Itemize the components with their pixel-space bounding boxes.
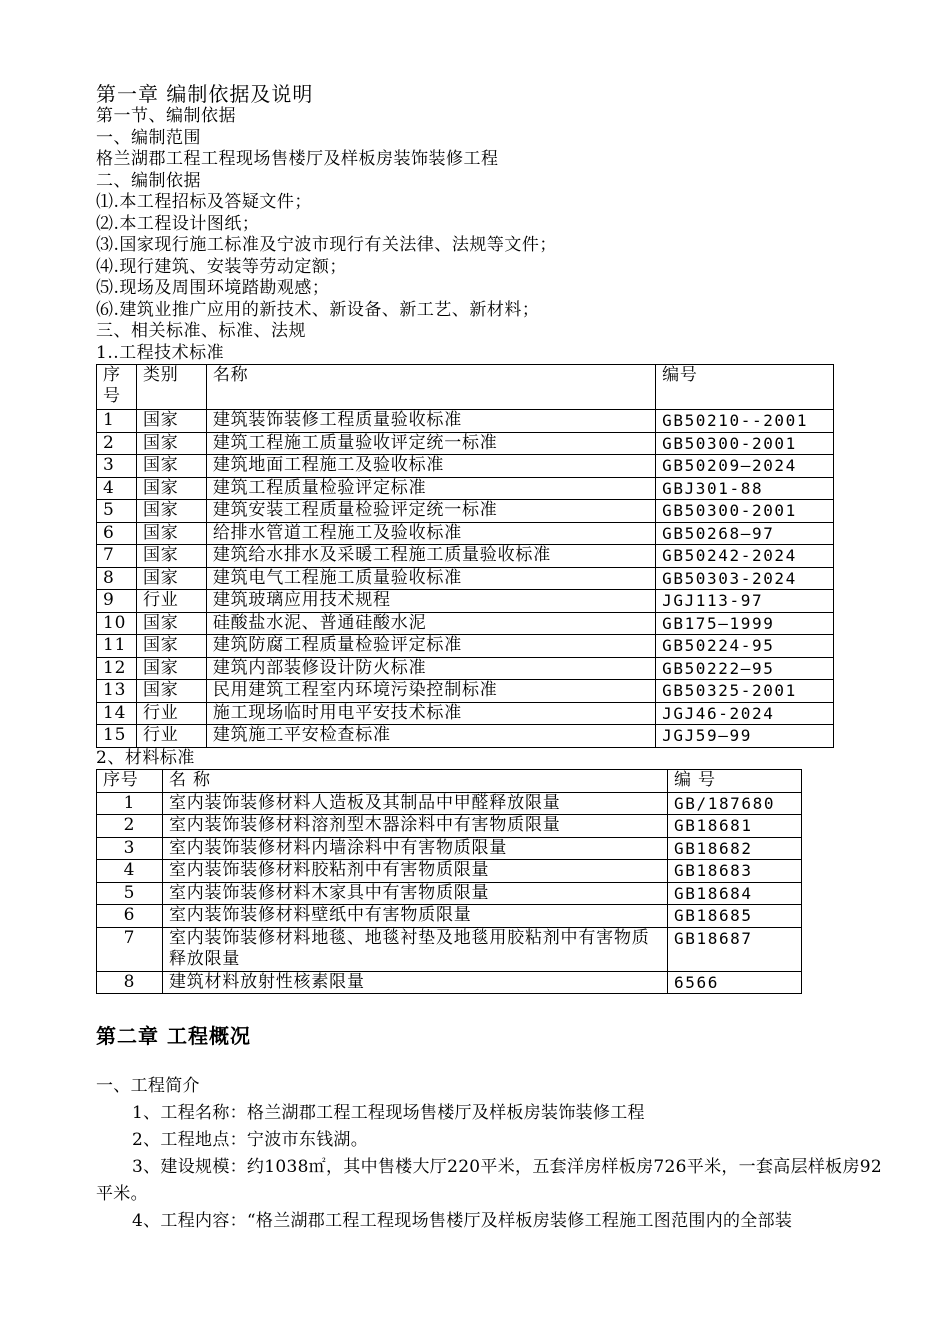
table-cell: 硅酸盐水泥、普通硅酸水泥 (206, 612, 655, 635)
table-cell: GB18684 (668, 882, 802, 905)
scope-text: 格兰湖郡工程工程现场售楼厅及样板房装饰装修工程 (96, 149, 499, 169)
table-row (97, 500, 834, 523)
table-cell: 国家 (136, 410, 206, 433)
project-info-item: 4、工程内容：“格兰湖郡工程工程现场售楼厅及样板房装修工程施工图范围内的全部装 (132, 1211, 793, 1231)
project-info-item: 3、建设规模：约1038㎡，其中售楼大厅220平米，五套洋房样板房726平米，一套高层样板房92平米。 (96, 1157, 883, 1204)
table-cell: GB18681 (668, 815, 802, 838)
table-cell: 室内装饰装修材料地毯、地毯衬垫及地毯用胶粘剂中有害物质释放限量 (162, 927, 667, 971)
table-cell: 给排水管道工程施工及验收标准 (206, 522, 655, 545)
table-row (97, 455, 834, 478)
table-cell: GBJ301-88 (656, 477, 834, 500)
table-cell: 建筑内部装修设计防火标准 (206, 657, 655, 680)
table-cell: 10 (97, 612, 137, 635)
table-cell: 建筑工程质量检验评定标准 (206, 477, 655, 500)
table-cell: 室内装饰装修材料溶剂型木器涂料中有害物质限量 (162, 815, 667, 838)
material-standards-heading: 2、材料标准 (96, 747, 195, 768)
table-cell: JGJ46-2024 (656, 702, 834, 725)
table-cell: 7 (97, 927, 163, 971)
table-cell: 室内装饰装修材料人造板及其制品中甲醛释放限量 (162, 792, 667, 815)
table-cell: 11 (97, 635, 137, 658)
table-row (97, 971, 802, 994)
table-cell: 建筑工程施工质量验收评定统一标准 (206, 432, 655, 455)
header-cell: 编号 (656, 365, 834, 410)
table-row (97, 860, 802, 883)
table-row (97, 612, 834, 635)
basis-item: ⑵.本工程设计图纸； (96, 213, 260, 234)
tech-standards-heading: 1..工程技术标准 (96, 342, 225, 363)
table-cell: GB50210--2001 (656, 410, 834, 433)
table-cell: GB50209—2024 (656, 455, 834, 478)
table-row (97, 567, 834, 590)
document-page (96, 82, 886, 1235)
table-cell: 12 (97, 657, 137, 680)
table-row (97, 905, 802, 928)
table-cell: 5 (97, 500, 137, 523)
chapter2-title: 第二章 工程概况 (96, 1024, 251, 1048)
basis-item: ⑶.国家现行施工标准及宁波市现行有关法律、法规等文件； (96, 235, 557, 255)
table-row (97, 680, 834, 703)
table-cell: GB50224-95 (656, 635, 834, 658)
table-cell: GB/187680 (668, 792, 802, 815)
table-cell: GB18685 (668, 905, 802, 928)
chapter1-title: 第一章 编制依据及说明 (96, 82, 314, 106)
table-cell: 国家 (136, 500, 206, 523)
table-cell: 14 (97, 702, 137, 725)
table-cell: 3 (97, 837, 163, 860)
table-cell: JGJ113-97 (656, 590, 834, 613)
table-cell: 建筑玻璃应用技术规程 (206, 590, 655, 613)
header-cell: 编 号 (668, 770, 802, 793)
table-cell: 行业 (136, 725, 206, 748)
table-cell: GB18683 (668, 860, 802, 883)
table-cell: 民用建筑工程室内环境污染控制标准 (206, 680, 655, 703)
basis-item: ⑷.现行建筑、安装等劳动定额； (96, 256, 347, 277)
table-cell: 建筑电气工程施工质量验收标准 (206, 567, 655, 590)
table-cell: 国家 (136, 455, 206, 478)
table-cell: 1 (97, 792, 163, 815)
table-cell: GB50300-2001 (656, 500, 834, 523)
table-cell: 4 (97, 477, 137, 500)
table-header-row (97, 770, 802, 793)
header-cell: 序号 (97, 770, 163, 793)
table-cell: GB50303-2024 (656, 567, 834, 590)
table-cell: 9 (97, 590, 137, 613)
table-cell: 建筑给水排水及采暖工程施工质量验收标准 (206, 545, 655, 568)
table-cell: 6 (97, 522, 137, 545)
header-cell: 名 称 (162, 770, 667, 793)
table-cell: GB50242-2024 (656, 545, 834, 568)
section1-title: 第一节、编制依据 (96, 106, 236, 126)
table-cell: 13 (97, 680, 137, 703)
table-row (97, 590, 834, 613)
table-cell: 6566 (668, 971, 802, 994)
table-cell: 8 (97, 971, 163, 994)
table-cell: 7 (97, 545, 137, 568)
table-row (97, 522, 834, 545)
table-cell: 2 (97, 432, 137, 455)
table-cell: 建筑防腐工程质量检验评定标准 (206, 635, 655, 658)
table-cell: 行业 (136, 702, 206, 725)
table-cell: 行业 (136, 590, 206, 613)
project-info-item: 2、工程地点：宁波市东钱湖。 (132, 1130, 369, 1150)
table-cell: 建筑材料放射性核素限量 (162, 971, 667, 994)
basis-item: ⑴.本工程招标及答疑文件； (96, 192, 312, 212)
table-row (97, 815, 802, 838)
table-cell: 4 (97, 860, 163, 883)
table-cell: 建筑安装工程质量检验评定统一标准 (206, 500, 655, 523)
table-cell: 室内装饰装修材料木家具中有害物质限量 (162, 882, 667, 905)
table-row (97, 545, 834, 568)
table-row (97, 837, 802, 860)
table-cell: 国家 (136, 635, 206, 658)
header-cell: 名称 (206, 365, 655, 410)
table-cell: 国家 (136, 657, 206, 680)
table-cell: 国家 (136, 432, 206, 455)
basis-item: ⑸.现场及周围环境踏勘观感； (96, 278, 330, 298)
table-cell: 3 (97, 455, 137, 478)
project-info-item: 1、工程名称：格兰湖郡工程工程现场售楼厅及样板房装饰装修工程 (132, 1103, 645, 1123)
basis-heading: 二、编制依据 (96, 170, 201, 191)
tech-standards-table (96, 364, 834, 748)
table-cell: GB50300-2001 (656, 432, 834, 455)
table-cell: 国家 (136, 567, 206, 590)
table-cell: GB50268—97 (656, 522, 834, 545)
table-cell: 国家 (136, 545, 206, 568)
table-cell: 6 (97, 905, 163, 928)
table-cell: 建筑装饰装修工程质量验收标准 (206, 410, 655, 433)
table-cell: 建筑施工平安检查标准 (206, 725, 655, 748)
intro-heading: 一、工程简介 (96, 1076, 200, 1096)
table-cell: 8 (97, 567, 137, 590)
table-cell: 国家 (136, 612, 206, 635)
table-cell: 建筑地面工程施工及验收标准 (206, 455, 655, 478)
standards-heading: 三、相关标准、标准、法规 (96, 321, 306, 341)
table-cell: 5 (97, 882, 163, 905)
table-row (97, 635, 834, 658)
table-cell: GB18687 (668, 927, 802, 971)
table-cell: 国家 (136, 680, 206, 703)
material-standards-table (96, 769, 802, 994)
table-cell: 国家 (136, 477, 206, 500)
table-cell: GB50222—95 (656, 657, 834, 680)
table-row (97, 477, 834, 500)
table-header-row (97, 365, 834, 410)
table-cell: 室内装饰装修材料壁纸中有害物质限量 (162, 905, 667, 928)
table-row (97, 702, 834, 725)
table-cell: 1 (97, 410, 137, 433)
table-cell: JGJ59—99 (656, 725, 834, 748)
basis-item: ⑹.建筑业推广应用的新技术、新设备、新工艺、新材料； (96, 299, 540, 320)
table-cell: GB175—1999 (656, 612, 834, 635)
table-row (97, 657, 834, 680)
table-cell: 2 (97, 815, 163, 838)
table-row (97, 725, 834, 748)
table-row (97, 410, 834, 433)
table-row (97, 432, 834, 455)
table-cell: GB18682 (668, 837, 802, 860)
header-cell: 序号 (97, 365, 137, 410)
table-cell: 国家 (136, 522, 206, 545)
table-cell: GB50325-2001 (656, 680, 834, 703)
table-row (97, 927, 802, 971)
table-cell: 施工现场临时用电平安技术标准 (206, 702, 655, 725)
table-cell: 15 (97, 725, 137, 748)
scope-heading: 一、编制范围 (96, 127, 201, 148)
basis-list (96, 192, 886, 321)
project-info-list (96, 1100, 886, 1235)
table-row (97, 792, 802, 815)
table-cell: 室内装饰装修材料胶粘剂中有害物质限量 (162, 860, 667, 883)
table-cell: 室内装饰装修材料内墙涂料中有害物质限量 (162, 837, 667, 860)
header-cell: 类别 (136, 365, 206, 410)
table-row (97, 882, 802, 905)
